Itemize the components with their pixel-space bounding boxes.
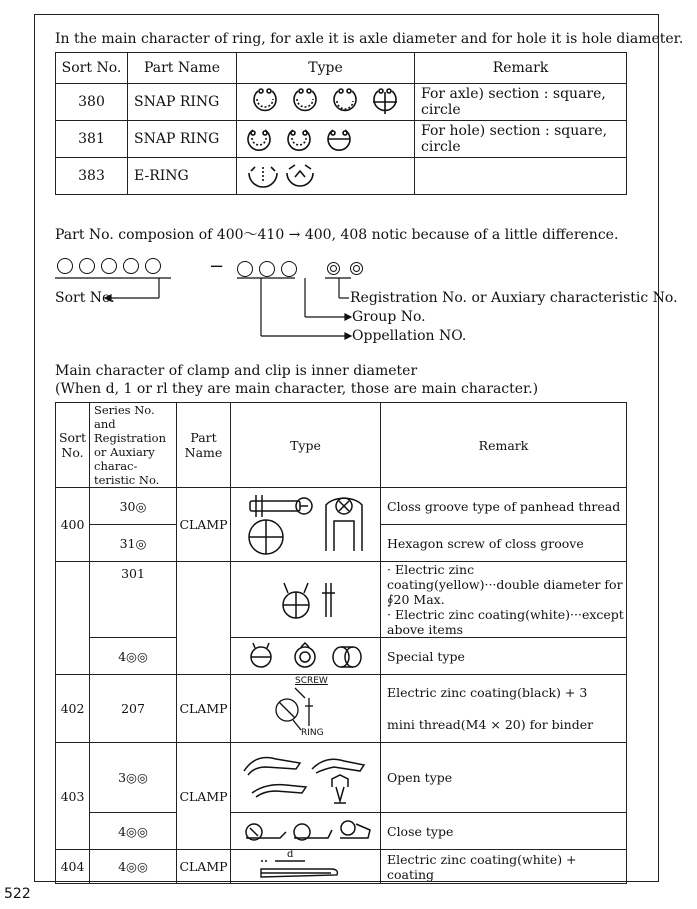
remark: Electric zinc coating(white) + coating — [381, 850, 627, 884]
flat-clamp-figure — [231, 848, 380, 883]
series-no: 31◎ — [90, 525, 177, 562]
ring-label: RING — [301, 727, 324, 738]
sort-no — [56, 562, 90, 675]
sort-no: 403 — [56, 743, 90, 850]
sort-no: 380 — [56, 84, 128, 121]
flat-clamp-icon — [231, 848, 380, 883]
part-name: SNAP RING — [128, 121, 237, 158]
table-row — [56, 121, 627, 158]
remark: Hexagon screw of closs groove — [381, 525, 627, 562]
remark: Close type — [381, 813, 627, 850]
part-name — [177, 562, 231, 675]
header-series: Series No. and Registration or Auxiary charac-teristic No. — [90, 403, 177, 488]
remark — [415, 158, 627, 195]
series-no: 207 — [90, 675, 177, 743]
type-cell — [231, 638, 381, 675]
type-cell — [231, 743, 381, 813]
part-name: SNAP RING — [128, 84, 237, 121]
part-name: CLAMP — [177, 675, 231, 743]
header-type: Type — [237, 53, 415, 84]
header-part-name: Part Name — [128, 53, 237, 84]
snap-ring-axle-icon — [246, 87, 406, 117]
remark-line-1: · Electric zinc coating(yellow)···double diameter for ∮20 Max. — [387, 562, 623, 607]
table-row — [56, 675, 627, 743]
table-row — [56, 813, 627, 850]
type-cell — [231, 813, 381, 850]
series-no: 4◎◎ — [90, 850, 177, 884]
series-no: 3◎◎ — [90, 743, 177, 813]
sort-no: 400 — [56, 488, 90, 562]
sort-no: 404 — [56, 850, 90, 884]
header-remark: Remark — [381, 403, 627, 488]
table-row — [56, 638, 627, 675]
intro-text: In the main character of ring, for axle it is axle diameter and for hole it is hole diameter. — [55, 31, 684, 47]
series-no: 4◎◎ — [90, 813, 177, 850]
d-label: d — [287, 848, 294, 860]
special-clamp-icon — [241, 642, 371, 670]
group-label: Group No. — [352, 309, 426, 325]
remark-line-2: mini thread(M4 × 20) for binder — [387, 716, 594, 732]
type-cell — [237, 158, 415, 195]
type-cell — [231, 488, 381, 562]
clamp-table — [55, 402, 627, 884]
screw-ring-icon — [231, 676, 380, 742]
header-sort: Sort No. — [56, 403, 90, 488]
composition-text: Part No. composion of 400～410 → 400, 408 notic because of a little difference. — [55, 227, 619, 243]
part-name: CLAMP — [177, 488, 231, 562]
panhead-clamp-icon — [236, 491, 376, 559]
open-clamp-icon — [236, 745, 376, 811]
screw-ring-figure — [231, 676, 380, 742]
remark-line-2: · Electric zinc coating(white)···except above items — [387, 607, 624, 637]
sort-no-label: Sort No. — [55, 290, 115, 306]
clamp-intro-2: (When d, 1 or rl they are main character, those are main character.) — [55, 381, 539, 397]
oppellation-label: Oppellation NO. — [352, 328, 467, 344]
remark: Closs groove type of panhead thread — [381, 488, 627, 525]
type-cell — [237, 121, 415, 158]
header-part: Part Name — [177, 403, 231, 488]
screw-label: SCREW — [295, 675, 328, 686]
header-remark: Remark — [415, 53, 627, 84]
remark: For axle) section : square, circle — [415, 84, 627, 121]
remark: For hole) section : square, circle — [415, 121, 627, 158]
table-row — [56, 158, 627, 195]
clamp-intro-1: Main character of clamp and clip is inner diameter — [55, 363, 418, 379]
header-type: Type — [231, 403, 381, 488]
remark-line-1: Electric zinc coating(black) + 3 — [387, 684, 588, 700]
dash: − — [209, 256, 225, 277]
part-number-diagram — [55, 256, 678, 346]
table-row — [56, 84, 627, 121]
type-cell — [231, 562, 381, 638]
table-row — [56, 743, 627, 813]
remark: Special type — [381, 638, 627, 675]
ring-table — [55, 52, 627, 195]
part-name: E-RING — [128, 158, 237, 195]
page-number: 522 — [4, 886, 31, 902]
part-name: CLAMP — [177, 743, 231, 850]
registration-label: Registration No. or Auxiary characteristic No. — [350, 290, 678, 306]
snap-ring-hole-icon — [241, 124, 361, 154]
part-name: CLAMP — [177, 850, 231, 884]
series-no: 4◎◎ — [90, 638, 177, 675]
wire-clamp-icon — [266, 579, 346, 621]
remark — [381, 675, 627, 743]
e-ring-icon — [241, 161, 321, 191]
series-no: 30◎ — [90, 488, 177, 525]
header-sort-no: Sort No. — [56, 53, 128, 84]
series-no: 301 — [90, 562, 177, 638]
table-row — [56, 488, 627, 525]
sort-no: 381 — [56, 121, 128, 158]
type-cell — [237, 84, 415, 121]
table-row — [56, 562, 627, 638]
type-cell — [231, 850, 381, 884]
remark: Open type — [381, 743, 627, 813]
sort-no: 402 — [56, 675, 90, 743]
type-cell — [231, 675, 381, 743]
remark — [381, 562, 627, 638]
close-clamp-icon — [236, 816, 376, 846]
sort-no: 383 — [56, 158, 128, 195]
table-row — [56, 850, 627, 884]
